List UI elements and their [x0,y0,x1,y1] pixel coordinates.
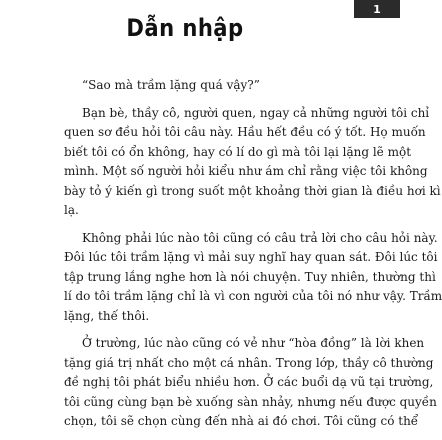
text-line: quen sơ đều hỏi tôi câu này. Hầu hết đều có ý tốt. Họ muốn [64,125,426,139]
paragraph [64,334,437,432]
text-line: Không phải lúc nào tôi cũng có câu trả lời cho câu hỏi này. [82,230,438,245]
text-line: tôi cũng cùng bạn bè xuống sàn nhảy, nhưng nếu được quyền [64,394,437,409]
text-line: Ở trường, lúc nào cũng có vẻ như “hòa đồng” là lời khen [82,336,425,350]
text-line: chọn, tôi sẽ chọn cùng đến nhà ai đó chơi. Tôi cũng có thể [64,414,419,428]
text-line: tặng giá trị nhất cho một cá nhân. Trong lớp, thầy cô thường [64,355,434,370]
text-line: lí do tôi trầm lặng chỉ là vì con người của tôi nó như vậy. Trầm [64,289,442,303]
text-line: tập trung lắng nghe hơn là nói chuyện. Tuy nhiên, thường thì [64,269,436,284]
paragraph [64,104,441,221]
text-line: lặng, thế thôi. [64,308,150,323]
text-line: Đôi lúc tôi trầm lặng vì mải suy nghĩ hay quan sát. Đôi lúc tôi [64,250,438,264]
text-line: đề nghị tôi phát biểu nhiều hơn. Ở các buổi dạ vũ tại trường, [64,375,434,389]
paragraph [64,229,442,327]
text-line: biết tôi có ổn không, hay có lí do gì mà tôi lại lặng lẽ một [64,144,412,159]
text-line: Bạn bè, thầy cô, người quen, ngay cả những người tôi chỉ [82,105,430,120]
paragraph-quote [64,76,366,96]
text-line: “Sao mà trầm lặng quá vậy?” [82,78,260,92]
text-line: lạ. [64,203,79,217]
page-number: 1 [373,2,381,16]
chapter-title: Dẫn nhập [126,14,244,42]
body-text [64,76,442,440]
text-line: bày tỏ ý kiến gì trong suốt một khoảng thời gian là điều hơi kì [64,183,441,198]
text-line: mình. Một số người hỏi kiểu như ám chỉ rằng việc tôi không [64,164,428,178]
page-number-tab [354,0,400,18]
